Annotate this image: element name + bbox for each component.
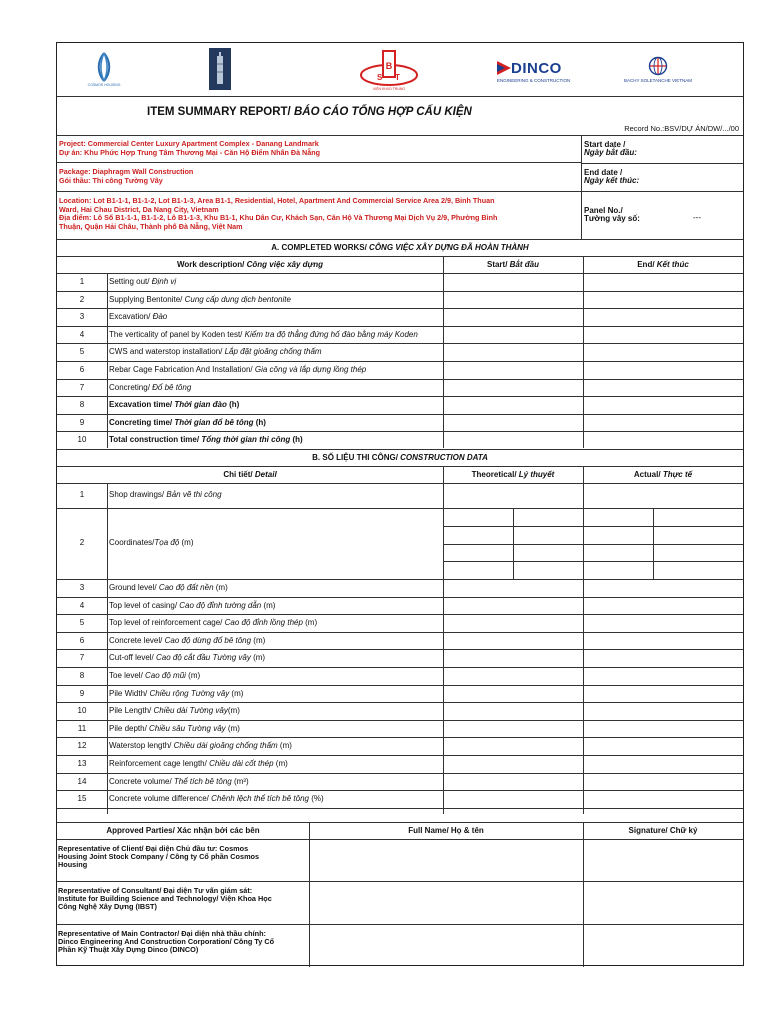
data-row-label-part: (m) — [213, 583, 228, 592]
data-row-number-part: 5 — [79, 618, 85, 628]
data-row-number — [57, 490, 107, 500]
row-divider — [57, 508, 743, 509]
row-divider — [57, 308, 743, 309]
work-row-description-part: Định vị — [151, 277, 177, 286]
data-row-number-part: 14 — [77, 776, 87, 786]
col-header-theoretical — [443, 470, 583, 480]
data-row-label-part: Top level of casing/ — [109, 600, 180, 610]
column-divider — [583, 256, 584, 448]
work-row-number-part: 7 — [79, 382, 85, 392]
data-row-number — [57, 618, 107, 628]
approval-party-line-part: Representative of Consultant/ Đại diện Tư vấn giám sát: — [58, 886, 253, 895]
work-row-description-part: (h) — [253, 417, 266, 427]
approval-party-line-part: Công Nghệ Xây Dựng (IBST) — [58, 902, 157, 912]
col-header-theoretical-part: Theoretical/ — [471, 469, 519, 479]
section-b-title — [57, 453, 743, 463]
row-divider — [443, 561, 743, 562]
data-row-number — [57, 741, 107, 751]
work-row-description — [109, 295, 291, 305]
work-row-description — [109, 277, 176, 287]
data-row-coordinates-part: Tọa độ — [154, 537, 180, 547]
row-divider — [57, 649, 743, 650]
data-row-number — [57, 636, 107, 646]
data-row-label-part: Chiều dài gioăng chống thấm — [173, 741, 278, 751]
end-date-label-en: End date / — [584, 168, 623, 177]
work-row-description-part: (h) — [290, 435, 303, 445]
row-divider — [57, 924, 743, 925]
approval-party-line-part: Dinco Engineering And Construction Corporation/ Công Ty Cổ — [58, 937, 275, 947]
work-row-number-part: 8 — [79, 400, 85, 410]
data-row-number — [57, 706, 107, 716]
data-row-number — [57, 759, 107, 769]
data-row-label-part: Chiều dài Tường vây — [153, 706, 228, 716]
data-row-label-part: Pile depth/ — [109, 723, 150, 733]
data-row-label-part: Cao độ đỉnh lồng thép — [224, 618, 303, 628]
data-row-label-part: (m) — [302, 618, 318, 628]
section-a-title-en: A. COMPLETED WORKS/ — [271, 242, 370, 252]
row-divider — [57, 291, 743, 292]
col-header-actual-part: Actual/ — [633, 469, 663, 479]
approval-party-line — [58, 853, 259, 861]
row-divider — [57, 881, 743, 882]
data-row-label — [109, 689, 243, 699]
work-row-description — [109, 418, 266, 428]
approval-party-line — [58, 946, 198, 954]
work-row-description — [109, 347, 322, 357]
work-row-number — [57, 347, 107, 357]
row-divider — [57, 449, 743, 450]
col-header-start — [443, 260, 583, 270]
row-divider — [57, 755, 743, 756]
data-row-label — [109, 671, 200, 681]
location-line-4: Thuận, Quận Hải Châu, Thành phố Đà Nẵng, Việt Nam — [59, 221, 243, 231]
data-row-label-part: Chiều rộng Tường vây — [149, 688, 230, 698]
approval-header-party-part: Approved Parties/ Xác nhận bởi các bên — [106, 826, 260, 835]
data-row-label-part: Waterstop length/ — [109, 741, 174, 751]
col-header-actual — [583, 470, 743, 480]
section-b-title-part: B. SỐ LIỆU THI CÔNG/ — [312, 452, 401, 462]
row-divider — [57, 720, 743, 721]
data-row-label-part: (m) — [251, 635, 266, 645]
col-header-theoretical-part: Lý thuyết — [518, 469, 555, 479]
approval-party-line-part: Representative of Client/ Đại diện Chủ đầu tư: Cosmos — [58, 844, 249, 853]
work-row-number — [57, 295, 107, 305]
row-divider — [57, 466, 743, 467]
work-row-description-part: Rebar Cage Fabrication And Installation/ — [109, 365, 255, 374]
panel-no-label-en: Panel No./ — [584, 206, 623, 215]
svg-text:T: T — [395, 73, 400, 82]
data-row-number — [57, 538, 107, 548]
row-divider — [57, 483, 743, 484]
data-row-label-part: Cao độ đất nền — [158, 583, 214, 592]
svg-text:B: B — [385, 61, 393, 71]
data-row-label — [109, 777, 249, 787]
work-row-description-part: Concreting/ — [109, 382, 153, 392]
data-row-label-part: Pile Width/ — [109, 688, 150, 698]
row-divider — [57, 667, 743, 668]
work-row-description — [109, 365, 366, 375]
work-row-description-part: Thời gian đổ bê tông — [174, 417, 254, 427]
data-row-coordinates-part: (m) — [179, 537, 194, 547]
col-header-actual-part: Thực tế — [662, 469, 693, 479]
data-row-label — [109, 636, 265, 646]
data-row-label-part: Chênh lệch thể tích bê tông — [211, 794, 309, 804]
ibst-logo — [357, 49, 421, 91]
record-number: Record No.:BSV/DỰ ÁN/DW/.../00 — [624, 124, 739, 133]
data-row-label-part: (m) — [225, 723, 240, 733]
work-row-number — [57, 435, 107, 445]
data-row-label — [109, 794, 324, 804]
column-divider — [443, 466, 444, 814]
column-divider — [443, 256, 444, 448]
col-header-end-part: End/ — [637, 259, 657, 269]
row-divider — [57, 414, 743, 415]
data-row-label-part: Cao độ dừng đổ bê tông — [164, 635, 252, 645]
data-row-label-part: (m) — [277, 741, 292, 751]
work-row-number-part: 9 — [79, 417, 85, 427]
work-row-description-part: Lắp đặt gioăng chống thấm — [224, 347, 322, 357]
data-row-label-part: Cut-off level/ — [109, 653, 156, 663]
data-row-number-part: 4 — [79, 600, 85, 610]
row-divider — [57, 273, 743, 274]
data-row-number — [57, 583, 107, 593]
col-header-end — [583, 260, 743, 270]
package-label-vn: Gói thầu: Thi công Tường Vây — [59, 175, 163, 185]
work-row-description-part: Tổng thời gian thi công — [201, 435, 291, 445]
dinco-logo-subtext: ENGINEERING & CONSTRUCTION — [497, 77, 571, 83]
data-row-label-part: Chiều sâu Tường vây — [149, 723, 226, 733]
data-row-label-part: (m³) — [231, 776, 249, 786]
data-row-label-part: Cao độ mũi — [145, 671, 186, 680]
work-row-description-part: Kiểm tra độ thẳng đứng hố đào bằng máy Koden — [244, 329, 418, 339]
data-row-label-part: (m) — [261, 600, 276, 610]
data-row-label — [109, 741, 292, 751]
col-header-detail — [57, 470, 443, 480]
row-divider — [57, 379, 743, 380]
location-line-1: Location: Lot B1-1-1, B1-1-2, Lot B1-1-3, Area B1-1, Residential, Hotel, Apartment And Commercial Service Area 2/9, Binh Thuan — [59, 196, 495, 205]
work-row-number-part: 3 — [79, 312, 85, 322]
report-sheet — [56, 42, 744, 966]
cosmos-housing-logo — [79, 47, 129, 91]
data-row-label — [109, 618, 317, 628]
work-row-description — [109, 312, 167, 322]
ibst-emblem-icon — [357, 49, 421, 91]
data-row-number — [57, 689, 107, 699]
data-row-label-part: Chiều dài cốt thép — [209, 759, 274, 768]
work-row-number — [57, 330, 107, 340]
cosmos-logo-text: COSMOS HOUSING — [87, 83, 121, 87]
data-row-label-part: Concrete level/ — [109, 635, 165, 645]
start-date-label-vn: Ngày bắt đầu: — [584, 148, 637, 157]
row-divider — [57, 790, 743, 791]
work-row-description-part: Supplying Bentonite/ — [109, 294, 185, 304]
work-row-number — [57, 277, 107, 287]
work-row-description-part: Gia công và lắp dựng lồng thép — [254, 365, 367, 374]
data-row-number-part: 10 — [77, 706, 87, 716]
data-row-label-part: (%) — [309, 794, 324, 804]
data-row-coordinates-part: Coordinates/ — [109, 537, 155, 547]
work-row-description-part: CWS and waterstop installation/ — [109, 347, 225, 357]
column-divider — [583, 822, 584, 967]
data-row-label-part: Cao độ cắt đầu Tường vây — [155, 653, 251, 663]
cosmos-wave-icon — [91, 51, 117, 83]
section-a-title-vn: CÔNG VIỆC XÂY DỰNG ĐÃ HOÀN THÀNH — [369, 242, 529, 252]
data-row-number — [57, 777, 107, 787]
data-row-label-part: Thể tích bê tông — [173, 776, 232, 786]
work-row-description-part: Excavation time/ — [109, 400, 175, 410]
data-row-number-part: 8 — [79, 671, 85, 680]
data-row-shop-drawings-part: Bản vẽ thi công — [166, 490, 222, 499]
approval-party-line-part: Housing Joint Stock Company / Công ty Cổ phần Cosmos — [58, 852, 260, 862]
col-header-detail-part: Detail — [254, 469, 277, 479]
work-row-description — [109, 435, 303, 445]
data-row-number-part: 11 — [77, 723, 87, 733]
work-row-description-part: Setting out/ — [109, 277, 152, 286]
data-row-label-part: Concrete volume/ — [109, 776, 174, 786]
data-row-number-part: 6 — [79, 635, 85, 645]
row-divider — [57, 326, 743, 327]
approval-party-line — [58, 903, 157, 911]
work-row-number-part: 1 — [79, 277, 85, 286]
package-label-en: Package: Diaphragm Wall Construction — [59, 167, 194, 176]
ibst-logo-text: VIỆN KHXD TRUNG — [372, 87, 406, 91]
section-b-title-part: CONSTRUCTION DATA — [400, 452, 488, 462]
work-row-description-part: The verticality of panel by Koden test/ — [109, 329, 245, 339]
approval-party-line-part: Institute for Building Science and Technology/ Viện Khoa Học — [58, 894, 272, 904]
location-line-2: Ward, Hai Chau District, Da Nang City, Vietnam — [59, 204, 219, 214]
data-row-number — [57, 671, 107, 681]
work-row-number — [57, 312, 107, 322]
data-row-label-part: Toe level/ — [109, 671, 146, 680]
project-label-vn: Dự án: Khu Phức Hợp Trung Tâm Thương Mại - Căn Hộ Điểm Nhấn Đà Nẵng — [59, 147, 321, 157]
dinco-logo-text: DINCO — [511, 59, 562, 77]
work-row-number — [57, 400, 107, 410]
data-row-number — [57, 601, 107, 611]
row-divider — [57, 702, 743, 703]
report-title-en: ITEM SUMMARY REPORT/ — [147, 106, 294, 118]
data-row-number — [57, 724, 107, 734]
row-divider — [57, 396, 743, 397]
data-row-shop-drawings — [109, 490, 222, 500]
data-row-number-part: 9 — [79, 688, 85, 698]
work-row-description — [109, 330, 418, 340]
approval-header-name-part: Full Name/ Họ & tên — [408, 826, 484, 835]
work-row-description-part: Total construction time/ — [109, 435, 202, 445]
start-date-label-en: Start date / — [584, 140, 626, 149]
tower-logo — [209, 48, 231, 90]
panel-no-value: --- — [693, 213, 701, 222]
data-row-label-part: (m) — [227, 706, 240, 716]
col-header-work-description-part: Công việc xây dựng — [246, 259, 324, 269]
data-row-number-part: 7 — [79, 653, 85, 663]
row-divider — [57, 361, 743, 362]
data-row-number — [57, 653, 107, 663]
col-header-detail-part: Chi tiết/ — [223, 469, 255, 479]
data-row-number-part: 1 — [79, 490, 85, 499]
work-row-number-part: 6 — [79, 365, 85, 374]
data-row-number-part: 2 — [79, 537, 85, 547]
data-row-label-part: Ground level/ — [109, 583, 159, 592]
work-row-description-part: Thời gian đào — [174, 400, 227, 410]
work-row-number-part: 4 — [79, 329, 85, 339]
approval-header-party — [57, 826, 309, 836]
data-row-label — [109, 653, 265, 663]
approval-header-signature — [583, 826, 743, 836]
bachy-soletanche-logo — [623, 51, 693, 87]
svg-text:S: S — [377, 73, 383, 82]
work-row-number-part: 2 — [79, 294, 85, 304]
data-row-label-part: Reinforcement cage length/ — [109, 759, 210, 768]
data-row-label — [109, 583, 228, 593]
row-divider — [57, 614, 743, 615]
col-header-end-part: Kết thúc — [656, 259, 689, 269]
data-row-label-part: (m) — [229, 688, 244, 698]
col-header-work-description-part: Work description/ — [176, 259, 247, 269]
work-row-number — [57, 365, 107, 375]
data-row-number — [57, 794, 107, 804]
work-row-description-part: Đổ bê tông — [152, 382, 192, 392]
work-row-number-part: 10 — [77, 435, 87, 445]
col-header-work-description — [57, 260, 443, 270]
data-row-label-part: Cao độ đỉnh tường dẫn — [179, 600, 262, 610]
data-row-label-part: (m) — [185, 671, 201, 680]
work-row-number — [57, 418, 107, 428]
project-label-en: Project: Commercial Center Luxury Apartment Complex - Danang Landmark — [59, 139, 319, 148]
row-divider — [57, 579, 743, 580]
work-row-description — [109, 400, 239, 410]
work-row-number — [57, 383, 107, 393]
approval-party-line-part: Phần Kỹ Thuật Xây Dựng Dinco (DINCO) — [58, 945, 199, 955]
col-header-start-part: Bắt đầu — [509, 259, 539, 269]
dinco-logo — [497, 55, 589, 87]
col-header-start-part: Start/ — [486, 259, 510, 269]
work-row-description-part: (h) — [226, 400, 240, 410]
data-row-label — [109, 706, 240, 716]
work-row-description-part: Cung cấp dung dịch bentonite — [184, 294, 291, 304]
row-divider — [57, 822, 743, 823]
location-line-3: Địa điểm: Lô Số B1-1-1, B1-1-2, Lô B1-1-3, Khu B1-1, Khu Dân Cư, Khách Sạn, Căn Hộ Và Thương Mại Dịch Vụ 2/9, Phường Bình — [59, 213, 498, 222]
data-row-number-part: 3 — [79, 583, 85, 592]
end-date-label-vn: Ngày kết thúc: — [584, 176, 640, 185]
work-row-description-part: Excavation/ — [109, 312, 153, 322]
column-divider — [309, 822, 310, 967]
report-title-vn: BÁO CÁO TỔNG HỢP CẤU KIỆN — [293, 106, 472, 118]
row-divider — [57, 597, 743, 598]
data-row-coordinates — [109, 538, 193, 548]
bachy-logo-text: BACHY SOLETANCHE VIETNAM — [623, 77, 693, 83]
approval-party-line-part: Housing — [58, 860, 88, 870]
row-divider — [443, 526, 743, 527]
globe-icon — [648, 56, 668, 76]
row-divider — [57, 685, 743, 686]
work-row-description-part: Concreting time/ — [109, 417, 175, 427]
work-row-number-part: 5 — [79, 347, 85, 357]
approval-party-line — [58, 861, 87, 869]
column-divider — [583, 466, 584, 814]
row-divider — [57, 343, 743, 344]
data-row-label — [109, 759, 288, 769]
section-a-title — [57, 243, 743, 253]
data-row-label-part: (m) — [273, 759, 288, 768]
work-row-description — [109, 383, 191, 393]
approval-header-name — [309, 826, 583, 836]
data-row-label — [109, 601, 275, 611]
data-row-number-part: 12 — [77, 741, 87, 751]
data-row-label — [109, 724, 240, 734]
panel-no-label-vn: Tường vây số: — [584, 214, 640, 223]
data-row-label-part: Pile Length/ — [109, 706, 154, 716]
dinco-mark-icon — [497, 61, 511, 75]
data-row-number-part: 15 — [77, 794, 87, 804]
row-divider — [57, 839, 743, 840]
data-row-label-part: Top level of reinforcement cage/ — [109, 618, 225, 628]
tower-icon — [214, 52, 226, 86]
row-divider — [57, 431, 743, 432]
row-divider — [57, 632, 743, 633]
approval-party-line-part: Representative of Main Contractor/ Đại diện nhà thầu chính: — [58, 929, 266, 938]
row-divider — [443, 544, 743, 545]
work-row-description-part: Đào — [152, 312, 168, 322]
approval-header-signature-part: Signature/ Chữ ký — [628, 826, 698, 835]
data-row-number-part: 13 — [77, 759, 87, 768]
data-row-label-part: Concrete volume difference/ — [109, 794, 212, 804]
row-divider — [57, 737, 743, 738]
report-title — [147, 105, 472, 119]
row-divider — [57, 808, 743, 809]
data-row-label-part: (m) — [250, 653, 266, 663]
data-row-shop-drawings-part: Shop drawings/ — [109, 490, 167, 499]
row-divider — [57, 773, 743, 774]
